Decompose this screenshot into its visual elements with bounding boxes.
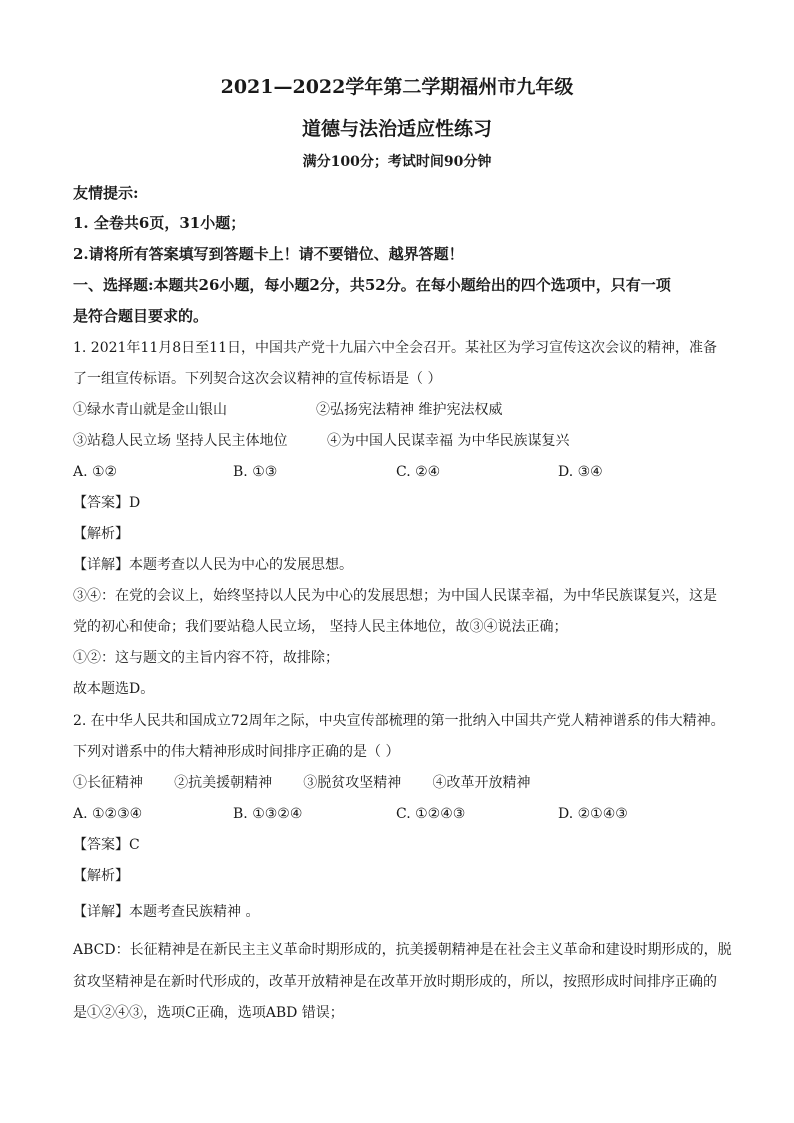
- q1-explanation-line1: ③④：在党的会议上，始终坚持以人民为中心的发展思想；为中国人民谋幸福，为中华民族谋复兴，这是: [73, 588, 717, 604]
- q1-explanation-line3: ①②：这与题文的主旨内容不符，故排除；: [73, 650, 339, 666]
- q2-detail: 【详解】本题考查民族精神 。: [73, 904, 260, 920]
- q1-analysis-label: 【解析】: [73, 526, 129, 542]
- q1-option-a: A. ①②: [73, 464, 118, 480]
- q1-option-b: B. ①③: [233, 464, 278, 480]
- q2-analysis-label: 【解析】: [73, 868, 129, 884]
- q1-item2: ②弘扬宪法精神 维护宪法权威: [316, 402, 503, 418]
- q2-explanation-line1: ABCD：长征精神是在新民主主义革命时期形成的，抗美援朝精神是在社会主义革命和建设时期形成的，脱: [73, 942, 732, 958]
- q1-explanation-line4: 故本题选D。: [73, 681, 155, 697]
- q2-option-c: C. ①②④③: [396, 806, 466, 822]
- exam-subtitle: 满分100分；考试时间90分钟: [302, 154, 492, 170]
- q2-option-d: D. ②①④③: [558, 806, 628, 822]
- tips-item2: 2.请将所有答案填写到答题卡上！请不要错位、越界答题！: [73, 245, 464, 263]
- q1-item4: ④为中国人民谋幸福 为中华民族谋复兴: [327, 433, 570, 449]
- q2-explanation-line3: 是①②④③，选项C正确，选项ABD 错误；: [73, 1005, 344, 1021]
- q1-item1: ①绿水青山就是金山银山: [73, 402, 227, 418]
- q2-option-a: A. ①②③④: [73, 806, 143, 822]
- q2-explanation-line2: 贫攻坚精神是在新时代形成的，改革开放精神是在改革开放时期形成的，所以，按照形成时间排序正确的: [73, 974, 717, 990]
- section1-intro-line2: 是符合题目要求的。: [73, 307, 209, 325]
- tips-item1: 1. 全卷共6页，31小题；: [73, 214, 246, 232]
- q1-stem-line1: 1. 2021年11月8日至11日，中国共产党十九届六中全会召开。某社区为学习宣传这次会议的精神，准备: [73, 340, 717, 356]
- q1-option-c: C. ②④: [396, 464, 441, 480]
- tips-heading: 友情提示:: [73, 184, 139, 202]
- q1-answer: 【答案】D: [73, 495, 141, 511]
- q2-option-b: B. ①③②④: [233, 806, 303, 822]
- exam-title-line2: 道德与法治适应性练习: [301, 118, 492, 140]
- q2-items: ①长征精神 ②抗美援朝精神 ③脱贫攻坚精神 ④改革开放精神: [73, 775, 531, 791]
- q2-answer: 【答案】C: [73, 837, 140, 853]
- q2-stem-line1: 2. 在中华人民共和国成立72周年之际，中央宣传部梳理的第一批纳入中国共产党人精神谱系的伟大精神。: [73, 713, 725, 729]
- exam-title-line1: 2021—2022学年第二学期福州市九年级: [220, 76, 574, 98]
- q1-option-d: D. ③④: [558, 464, 603, 480]
- q1-stem-line2: 了一组宣传标语。下列契合这次会议精神的宣传标语是（ ）: [73, 371, 442, 387]
- section1-intro-line1: 一、选择题:本题共26小题，每小题2分，共52分。在每小题给出的四个选项中，只有一项: [73, 276, 671, 294]
- q1-detail: 【详解】本题考查以人民为中心的发展思想。: [73, 557, 353, 573]
- q2-stem-line2: 下列对谱系中的伟大精神形成时间排序正确的是（ ）: [73, 744, 400, 760]
- q1-item3: ③站稳人民立场 坚持人民主体地位: [73, 433, 288, 449]
- q1-explanation-line2: 党的初心和使命；我们要站稳人民立场， 坚持人民主体地位，故③④说法正确；: [73, 619, 568, 635]
